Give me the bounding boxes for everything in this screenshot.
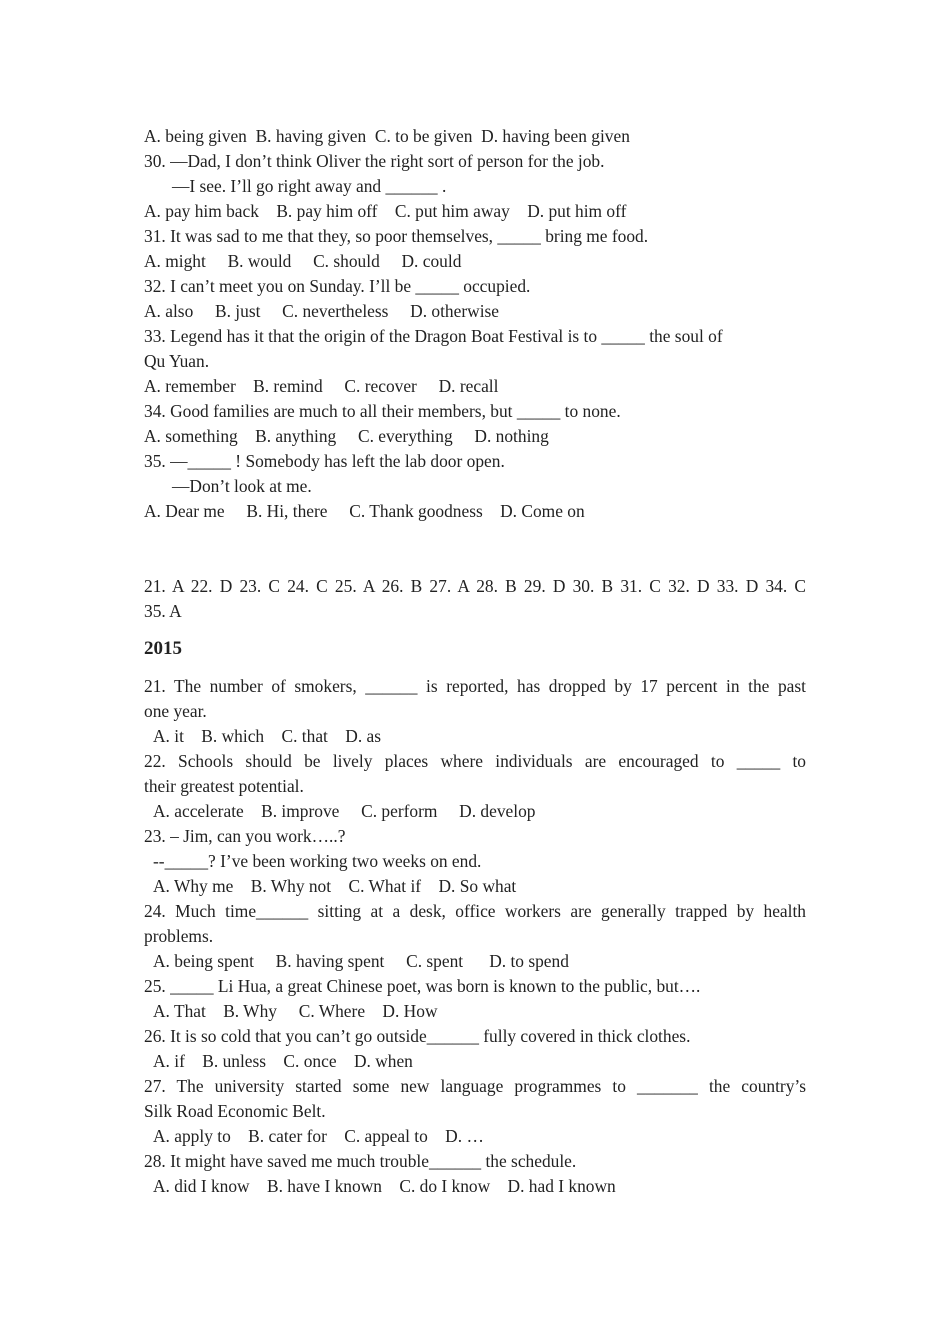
spacer (144, 524, 806, 549)
question-24: 24. Much time______ sitting at a desk, office workers are generally trapped by health (144, 901, 806, 921)
option-line: A. something B. anything C. everything D. nothing (144, 426, 549, 446)
question-24-continued: problems. (144, 926, 214, 946)
question-27: 27. The university started some new language programmes to _______ the country’s (144, 1076, 806, 1096)
option-line: A. accelerate B. improve C. perform D. develop (153, 801, 536, 821)
question-34: 34. Good families are much to all their members, but _____ to none. (144, 401, 621, 421)
question-30: 30. —Dad, I don’t think Oliver the right sort of person for the job. (144, 151, 605, 171)
option-line: A. remember B. remind C. recover D. recall (144, 376, 499, 396)
option-line: A. That B. Why C. Where D. How (153, 1001, 438, 1021)
question-21: 21. The number of smokers, ______ is reported, has dropped by 17 percent in the past (144, 676, 806, 696)
option-line: A. if B. unless C. once D. when (153, 1051, 413, 1071)
option-line: A. also B. just C. nevertheless D. otherwise (144, 301, 500, 321)
document-page (144, 124, 806, 1199)
answer-key-continued: 35. A (144, 601, 182, 621)
option-line: A. it B. which C. that D. as (153, 726, 381, 746)
option-line: A. did I know B. have I known C. do I know D. had I known (153, 1176, 616, 1196)
option-line: A. apply to B. cater for C. appeal to D. … (153, 1126, 484, 1146)
question-26: 26. It is so cold that you can’t go outside______ fully covered in thick clothes. (144, 1026, 691, 1046)
question-23: 23. – Jim, can you work…..? (144, 826, 346, 846)
question-32: 32. I can’t meet you on Sunday. I’ll be _____ occupied. (144, 276, 531, 296)
question-27-continued: Silk Road Economic Belt. (144, 1101, 326, 1121)
dialogue-line: --_____? I’ve been working two weeks on end. (153, 851, 482, 871)
question-22: 22. Schools should be lively places where individuals are encouraged to _____ to (144, 751, 806, 771)
option-line: A. being given B. having given C. to be given D. having been given (144, 126, 630, 146)
spacer (144, 549, 806, 574)
option-line: A. might B. would C. should D. could (144, 251, 462, 271)
question-28: 28. It might have saved me much trouble______ the schedule. (144, 1151, 577, 1171)
option-line: A. Dear me B. Hi, there C. Thank goodness D. Come on (144, 501, 585, 521)
question-22-continued: their greatest potential. (144, 776, 304, 796)
section-heading-year: 2015 (144, 638, 182, 659)
option-line: A. Why me B. Why not C. What if D. So what (153, 876, 517, 896)
question-33-continued: Qu Yuan. (144, 351, 210, 371)
question-31: 31. It was sad to me that they, so poor themselves, _____ bring me food. (144, 226, 649, 246)
dialogue-line: —Don’t look at me. (172, 476, 312, 496)
question-35: 35. —_____ ! Somebody has left the lab door open. (144, 451, 505, 471)
option-line: A. being spent B. having spent C. spent D. to spend (153, 951, 569, 971)
option-line: A. pay him back B. pay him off C. put him away D. put him off (144, 201, 627, 221)
question-25: 25. _____ Li Hua, a great Chinese poet, was born is known to the public, but…. (144, 976, 701, 996)
answer-key: 21. A 22. D 23. C 24. C 25. A 26. B 27. A 28. B 29. D 30. B 31. C 32. D 33. D 34. C (144, 576, 806, 596)
dialogue-line: —I see. I’ll go right away and ______ . (172, 176, 447, 196)
question-33: 33. Legend has it that the origin of the Dragon Boat Festival is to _____ the soul of (144, 326, 723, 346)
question-21-continued: one year. (144, 701, 207, 721)
